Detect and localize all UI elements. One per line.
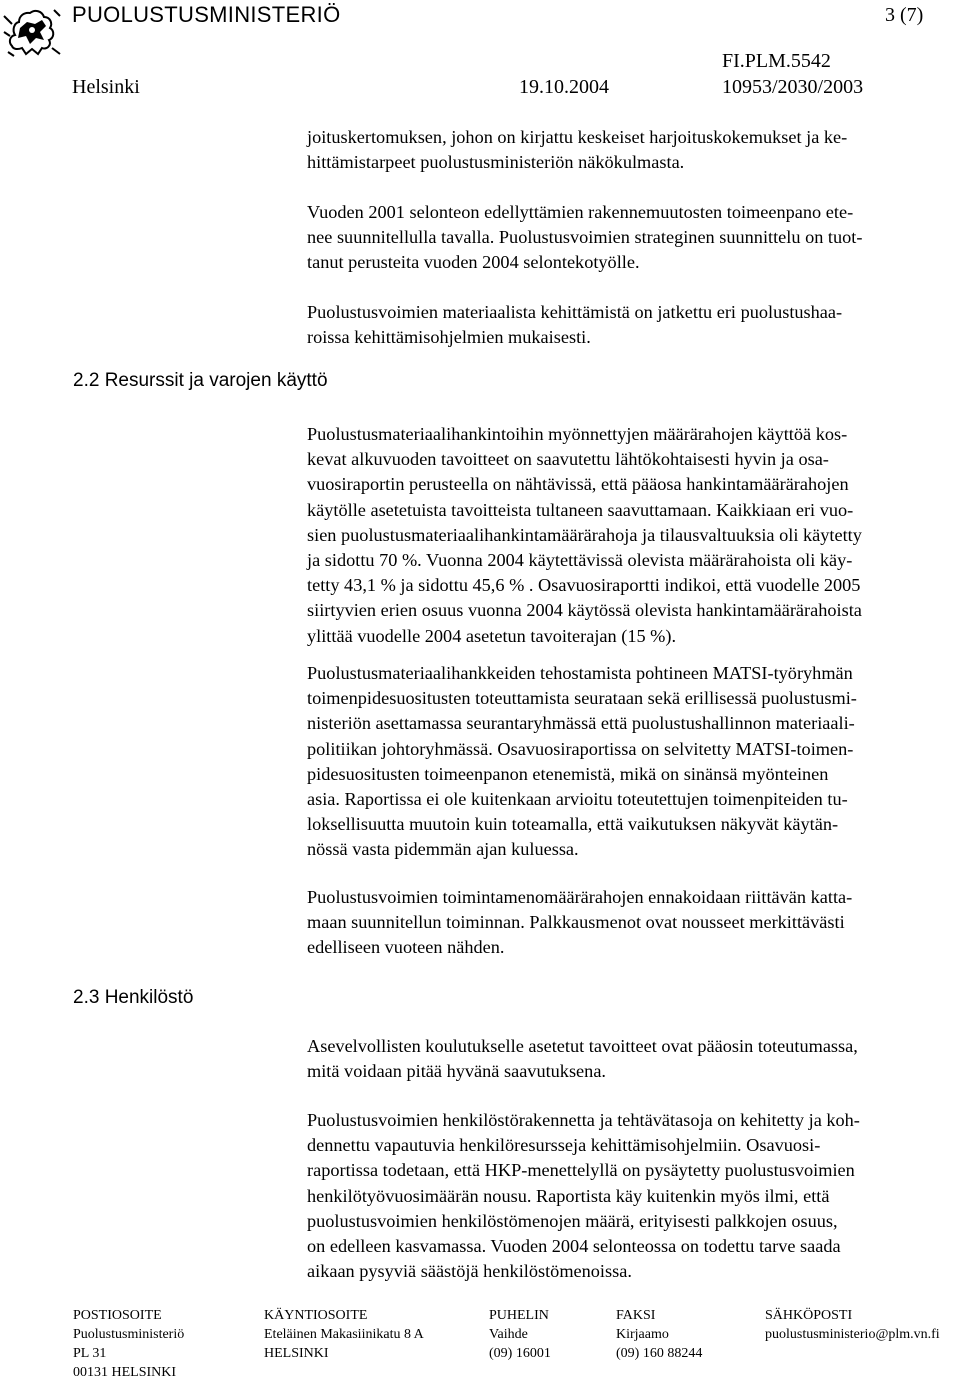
footer-visiting-address: KÄYNTIOSOITE Eteläinen Makasiinikatu 8 A HELSINKI <box>264 1308 424 1361</box>
document-number: 10953/2030/2003 <box>722 76 864 98</box>
paragraph: Puolustusmateriaalihankkeiden tehostamista pohtineen MATSI-työryhmän toimenpidesuositusten toteuttamista seurataan sekä erillisessä puolustusmi- nisteriön asettamassa seurantaryhmässä että puolustushallinnon materiaali- politiikan johtoryhmässä. Osavuosiraportissa on selvitetty MATSI-toimen- pidesuositusten toimeenpanon etenemistä, mikä on sinänsä myönteinen asia. Raportissa ei ole kuitenkaan arvioitu toteutettujen toimenpiteiden tu- loksellisuutta muutoin kuin toteamalla, että vaikutuksen näkyvät käytän- nössä vasta pidemmän ajan kuluessa. <box>307 663 857 860</box>
city: Helsinki <box>72 76 140 98</box>
organization-name: PUOLUSTUSMINISTERIÖ <box>72 2 341 27</box>
paragraph: Puolustusmateriaalihankintoihin myönnettyjen määrärahojen käyttöä kos- kevat alkuvuoden tavoitteet on saavutettu lähtökohtaisesti hyvin ja osa- vuosiraportin perusteella on nähtävissä, että pääosa hankintamäärärahojen käytölle asetetuista tavoitteista tultaneen saavuttamaan. Kaikkiaan eri vuo- sien puolustusmateriaalihankintamäärärahoja ja tilausvaltuuksia oli käytetty ja sidottu 70 %. Vuonna 2004 käytettävissä olevista määrärahoista oli käy- tetty 43,1 % ja sidottu 45,6 % . Osavuosiraportti indikoi, että vuodelle 2005 siirtyvien erien osuus vuonna 2004 käytössä olevista hankintamäärärahoista ylittää vuodelle 2004 asetetun tavoiterajan (15 %). <box>307 424 862 646</box>
reference-code: FI.PLM.5542 <box>722 50 831 72</box>
page-number: 3 (7) <box>885 4 924 26</box>
paragraph: Puolustusvoimien henkilöstörakennetta ja tehtävätasoja on kehitetty ja koh- dennettu vapautuvia henkilöresursseja kehittämisohjelmiin. Osavuosi- raportissa todetaan, että HKP-menettelyllä on pysäytetty puolustusvoimien henkilötyövuosimäärän nousu. Raportista käy kuitenkin myös ilmi, että puolustusvoimien henkilöstömenojen määrä, erityisesti palkkojen osuus, on edelleen kasvamassa. Vuoden 2004 selonteossa on todettu tarve saada aikaan pysyviä säästöjä henkilöstömenoissa. <box>307 1110 860 1282</box>
section-heading-resources: 2.2 Resurssit ja varojen käyttö <box>73 370 328 391</box>
page-footer <box>73 1306 953 1378</box>
paragraph: Puolustusvoimien materiaalista kehittämistä on jatkettu eri puolustushaa- roissa kehittämisohjelmien mukaisesti. <box>307 302 843 348</box>
paragraph: Asevelvollisten koulutukselle asetetut tavoitteet ovat pääosin toteutumassa, mitä voidaan pitää hyvänä saavutuksena. <box>307 1036 858 1082</box>
footer-phone: PUHELIN Vaihde (09) 16001 <box>489 1308 551 1361</box>
paragraph: Vuoden 2001 selonteon edellyttämien rakennemuutosten toimeenpano ete- nee suunnitellulla tavalla. Puolustusvoimien strateginen suunnittelu on tuot- tanut perusteita vuoden 2004 selontekotyölle. <box>307 202 863 273</box>
section-heading-personnel: 2.3 Henkilöstö <box>73 987 194 1008</box>
footer-email: SÄHKÖPOSTI puolustusministerio@plm.vn.fi <box>765 1308 940 1342</box>
paragraph: Puolustusvoimien toimintamenomäärärahojen ennakoidaan riittävän katta- maan suunnitellun toiminnan. Palkkausmenot ovat nousseet merkittävästi edelliseen vuoteen nähden. <box>307 887 853 958</box>
coat-of-arms-logo <box>2 2 62 60</box>
document-date: 19.10.2004 <box>519 76 609 98</box>
footer-postal-address: POSTIOSOITE Puolustusministeriö PL 31 00131 HELSINKI <box>73 1308 185 1380</box>
paragraph: joituskertomuksen, johon on kirjattu keskeiset harjoituskokemukset ja ke- hittämistarpeet puolustusministeriön näkökulmasta. <box>307 127 848 173</box>
footer-fax: FAKSI Kirjaamo (09) 160 88244 <box>616 1308 703 1361</box>
